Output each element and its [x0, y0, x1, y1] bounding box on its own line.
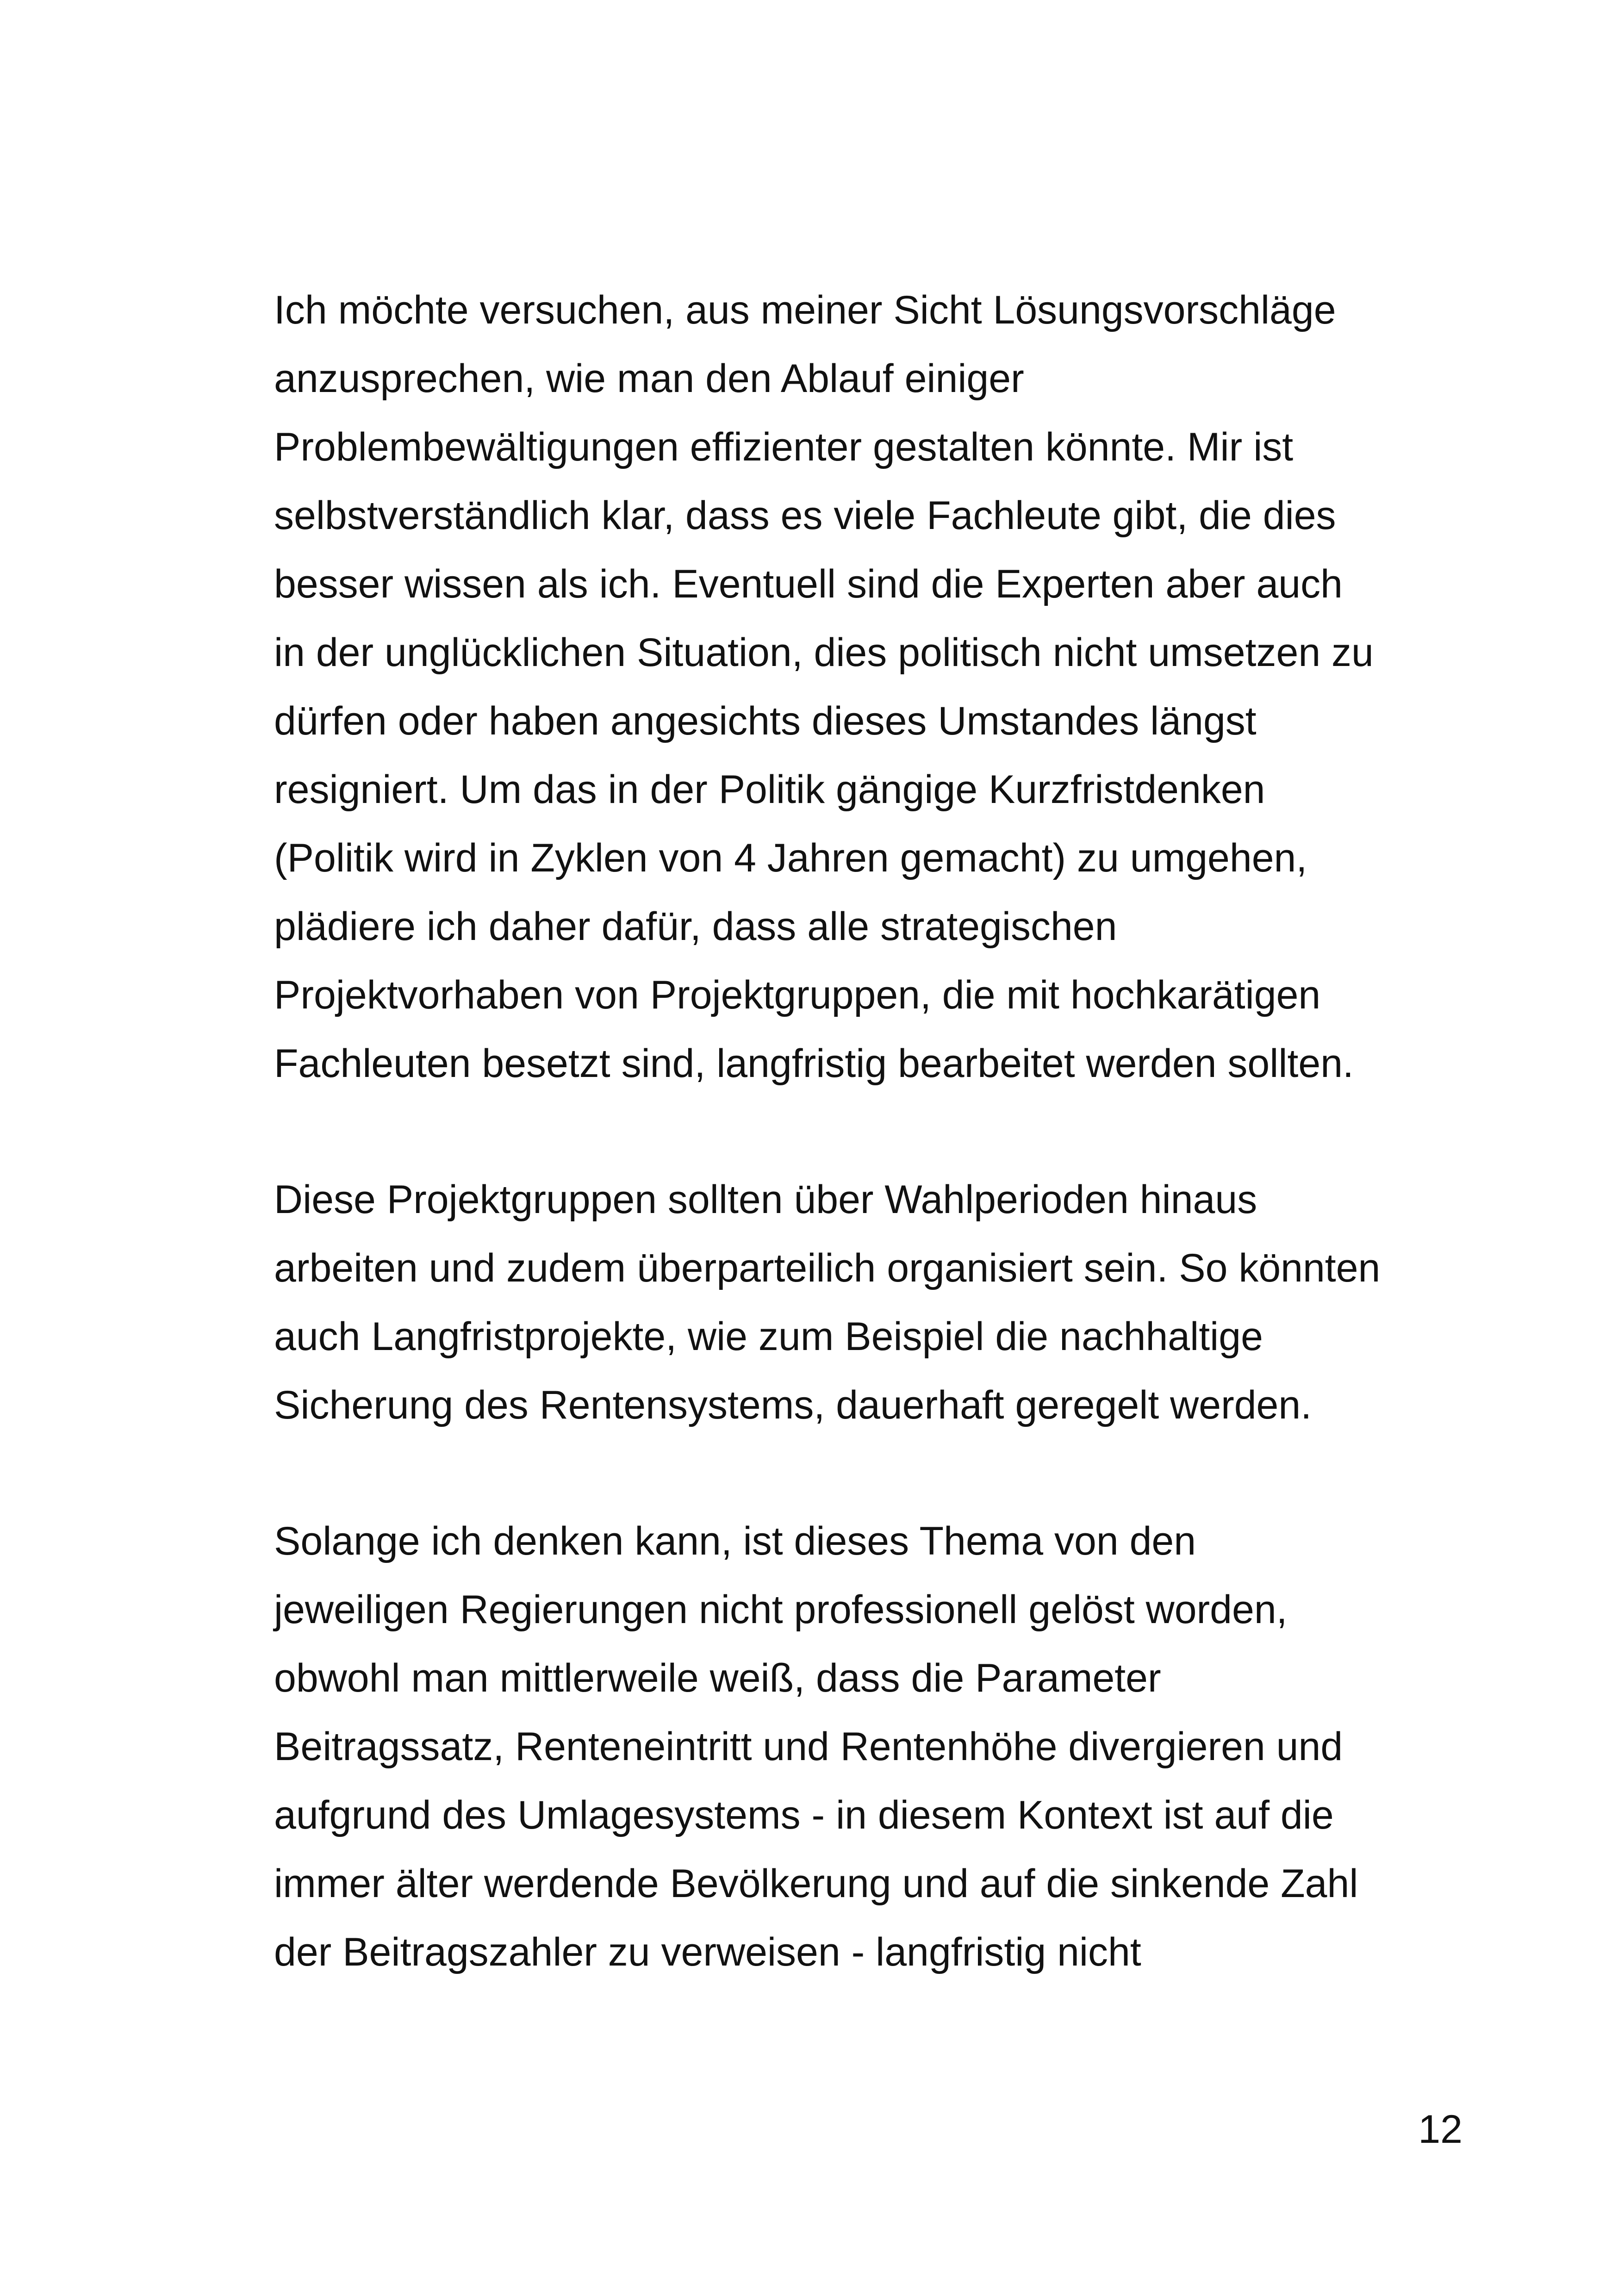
- text-line: in der unglücklichen Situation, dies politisch nicht umsetzen zu: [274, 630, 1374, 675]
- text-line: arbeiten und zudem überparteilich organisiert sein. So könnten: [274, 1246, 1381, 1290]
- text-line: Ich möchte versuchen, aus meiner Sicht Lösungsvorschläge: [274, 288, 1336, 332]
- text-line: Fachleuten besetzt sind, langfristig bearbeitet werden sollten.: [274, 1041, 1354, 1086]
- paragraph-2: [274, 1165, 1514, 1439]
- text-line: plädiere ich daher dafür, dass alle strategischen: [274, 904, 1117, 949]
- text-line: besser wissen als ich. Eventuell sind die Experten aber auch: [274, 562, 1343, 606]
- text-line: jeweiligen Regierungen nicht professionell gelöst worden,: [274, 1587, 1288, 1632]
- text-line: anzusprechen, wie man den Ablauf einiger: [274, 356, 1024, 401]
- text-line: selbstverständlich klar, dass es viele Fachleute gibt, die dies: [274, 493, 1336, 538]
- text-line: Projektvorhaben von Projektgruppen, die mit hochkarätigen: [274, 973, 1321, 1017]
- text-line: Sicherung des Rentensystems, dauerhaft geregelt werden.: [274, 1383, 1312, 1427]
- text-line: Problembewältigungen effizienter gestalten könnte. Mir ist: [274, 425, 1294, 469]
- text-line: immer älter werdende Bevölkerung und auf die sinkende Zahl: [274, 1861, 1358, 1906]
- paragraph-1: [274, 276, 1514, 1098]
- text-line: resigniert. Um das in der Politik gängige Kurzfristdenken: [274, 767, 1265, 812]
- text-line: obwohl man mittlerweile weiß, dass die Parameter: [274, 1656, 1161, 1700]
- text-line: auch Langfristprojekte, wie zum Beispiel die nachhaltige: [274, 1314, 1263, 1359]
- text-line: Diese Projektgruppen sollten über Wahlperioden hinaus: [274, 1177, 1257, 1222]
- text-line: der Beitragszahler zu verweisen - langfristig nicht: [274, 1930, 1141, 1974]
- text-line: Solange ich denken kann, ist dieses Thema von den: [274, 1519, 1196, 1563]
- page-number: 12: [1418, 2107, 1462, 2152]
- text-line: dürfen oder haben angesichts dieses Umstandes längst: [274, 699, 1257, 743]
- text-line: (Politik wird in Zyklen von 4 Jahren gemacht) zu umgehen,: [274, 836, 1307, 880]
- paragraph-3: [274, 1507, 1514, 1986]
- text-line: Beitragssatz, Renteneintritt und Rentenhöhe divergieren und: [274, 1724, 1343, 1769]
- text-line: aufgrund des Umlagesystems - in diesem Kontext ist auf die: [274, 1793, 1334, 1837]
